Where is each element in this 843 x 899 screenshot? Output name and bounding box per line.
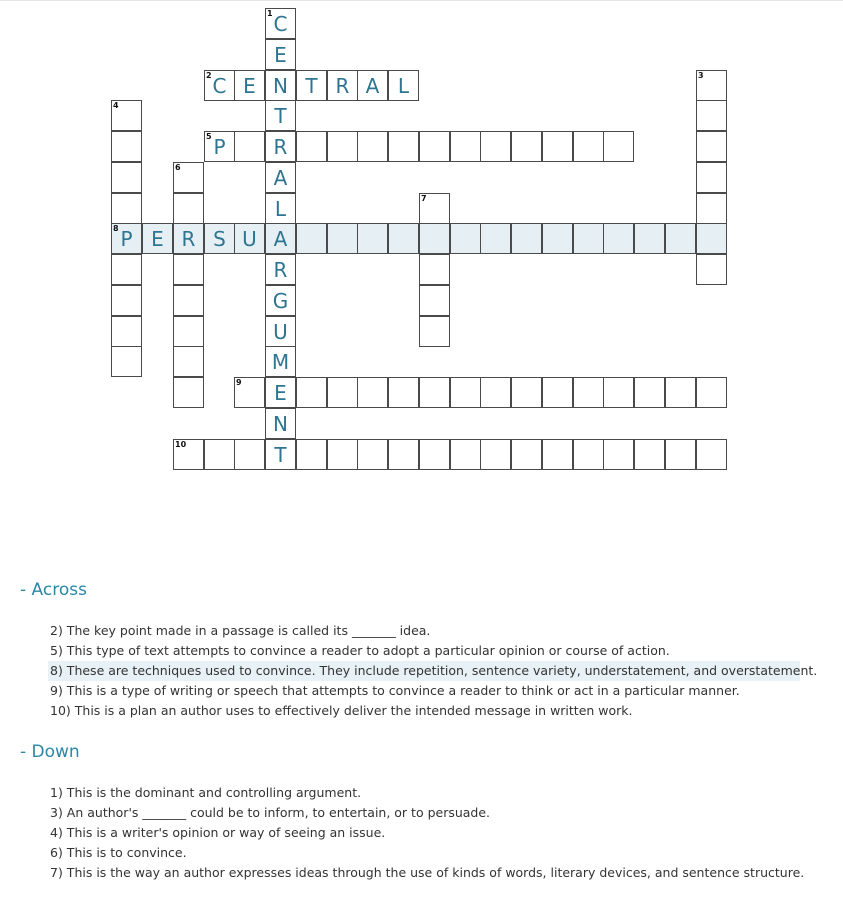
grid-cell[interactable] — [450, 131, 481, 162]
grid-cell[interactable] — [388, 439, 419, 470]
clue-5-across[interactable]: 5) This type of text attempts to convince a reader to adopt a particular opinion or course of action. — [50, 643, 670, 658]
grid-cell[interactable] — [204, 439, 235, 470]
cell-letter: C — [212, 74, 227, 98]
grid-cell[interactable] — [173, 254, 204, 285]
grid-cell[interactable] — [111, 223, 142, 254]
grid-cell[interactable] — [111, 254, 142, 285]
grid-cell[interactable] — [234, 131, 265, 162]
clue-1-down[interactable]: 1) This is the dominant and controlling argument. — [50, 785, 362, 800]
clue-number: 6 — [175, 163, 181, 172]
cell-letter: R — [335, 74, 350, 98]
grid-cell[interactable] — [665, 439, 696, 470]
cell-letter: A — [273, 166, 288, 190]
grid-cell[interactable] — [265, 39, 296, 70]
grid-cell[interactable] — [111, 193, 142, 224]
grid-cell[interactable] — [173, 439, 204, 470]
grid-cell[interactable] — [111, 131, 142, 162]
clue-8-across[interactable]: 8) These are techniques used to convince. They include repetition, sentence variety, understatement, and overstatement. — [48, 661, 800, 681]
grid-cell[interactable] — [265, 439, 296, 470]
grid-cell[interactable] — [234, 70, 265, 101]
grid-cell[interactable] — [265, 131, 296, 162]
grid-cell[interactable] — [450, 439, 481, 470]
grid-cell[interactable] — [111, 162, 142, 193]
grid-cell[interactable] — [265, 316, 296, 347]
grid-cell[interactable] — [265, 377, 296, 408]
cell-letter: R — [273, 135, 288, 159]
cell-letter: P — [120, 227, 133, 251]
down-title: - Down — [20, 742, 80, 762]
grid-cell[interactable] — [419, 439, 450, 470]
grid-cell[interactable] — [357, 131, 388, 162]
grid-cell[interactable] — [265, 254, 296, 285]
clue-9-across[interactable]: 9) This is a type of writing or speech that attempts to convince a reader to think or act in a particular manner. — [50, 683, 740, 698]
clue-10-across[interactable]: 10) This is a plan an author uses to effectively deliver the intended message in written work. — [50, 703, 633, 718]
clue-number: 9 — [236, 378, 242, 387]
clue-6-down[interactable]: 6) This is to convince. — [50, 845, 187, 860]
grid-cell[interactable] — [265, 162, 296, 193]
grid-cell[interactable] — [327, 377, 358, 408]
cell-letter: U — [242, 227, 257, 251]
cell-letter: E — [243, 74, 256, 98]
grid-cell[interactable] — [142, 223, 173, 254]
grid-cell[interactable] — [480, 131, 511, 162]
cell-letter: T — [274, 443, 287, 467]
grid-cell[interactable] — [419, 285, 450, 316]
grid-cell[interactable] — [265, 193, 296, 224]
grid-cell[interactable] — [173, 223, 204, 254]
grid-cell[interactable] — [450, 377, 481, 408]
grid-cell[interactable] — [296, 377, 327, 408]
grid-cell[interactable] — [542, 223, 573, 254]
grid-cell[interactable] — [111, 285, 142, 316]
clue-number: 1 — [267, 9, 273, 18]
grid-cell[interactable] — [603, 223, 634, 254]
grid-cell[interactable] — [542, 377, 573, 408]
cell-letter: T — [274, 104, 287, 128]
cell-letter: N — [273, 74, 288, 98]
grid-cell[interactable] — [327, 70, 358, 101]
grid-cell[interactable] — [419, 254, 450, 285]
grid-cell[interactable] — [173, 285, 204, 316]
grid-cell[interactable] — [634, 223, 665, 254]
clue-2-across[interactable]: 2) The key point made in a passage is called its _______ idea. — [50, 623, 431, 638]
grid-cell[interactable] — [296, 439, 327, 470]
down-clue-list — [48, 783, 805, 883]
grid-cell[interactable] — [388, 70, 419, 101]
cell-letter: E — [274, 381, 287, 405]
grid-cell[interactable] — [111, 316, 142, 347]
grid-cell[interactable] — [265, 346, 296, 377]
grid-cell[interactable] — [603, 131, 634, 162]
grid-cell[interactable] — [327, 439, 358, 470]
grid-cell[interactable] — [511, 377, 542, 408]
cell-letter: T — [305, 74, 318, 98]
grid-cell[interactable] — [603, 439, 634, 470]
cell-letter: S — [213, 227, 226, 251]
clue-number: 4 — [113, 101, 119, 110]
grid-cell[interactable] — [234, 439, 265, 470]
grid-cell[interactable] — [634, 439, 665, 470]
cell-letter: L — [274, 197, 287, 221]
grid-cell[interactable] — [357, 70, 388, 101]
cell-letter: E — [274, 43, 287, 67]
grid-cell[interactable] — [542, 131, 573, 162]
grid-cell[interactable] — [265, 70, 296, 101]
grid-cell[interactable] — [388, 377, 419, 408]
grid-cell[interactable] — [388, 131, 419, 162]
cell-letter: E — [151, 227, 164, 251]
clue-number: 5 — [206, 132, 212, 141]
grid-cell[interactable] — [265, 408, 296, 439]
grid-cell[interactable] — [696, 377, 727, 408]
grid-cell[interactable] — [696, 193, 727, 224]
grid-cell[interactable] — [173, 377, 204, 408]
grid-cell[interactable] — [204, 223, 235, 254]
cell-letter: U — [273, 320, 288, 344]
grid-cell[interactable] — [419, 131, 450, 162]
grid-cell[interactable] — [511, 131, 542, 162]
grid-cell[interactable] — [696, 70, 727, 101]
clue-number: 8 — [113, 224, 119, 233]
grid-cell[interactable] — [296, 70, 327, 101]
grid-cell[interactable] — [450, 223, 481, 254]
grid-cell[interactable] — [173, 346, 204, 377]
grid-cell[interactable] — [265, 8, 296, 39]
grid-cell[interactable] — [603, 377, 634, 408]
cell-letter: A — [365, 74, 380, 98]
across-clue-list — [48, 621, 818, 721]
grid-cell[interactable] — [665, 223, 696, 254]
grid-cell[interactable] — [357, 377, 388, 408]
grid-cell[interactable] — [419, 377, 450, 408]
cell-letter: P — [213, 135, 226, 159]
grid-cell[interactable] — [419, 193, 450, 224]
grid-cell[interactable] — [296, 223, 327, 254]
grid-cell[interactable] — [357, 439, 388, 470]
grid-cell[interactable] — [357, 223, 388, 254]
grid-cell[interactable] — [296, 131, 327, 162]
clue-3-down[interactable]: 3) An author's _______ could be to inform, to entertain, or to persuade. — [50, 805, 491, 820]
grid-cell[interactable] — [542, 439, 573, 470]
cell-letter: M — [271, 350, 290, 374]
grid-cell[interactable] — [327, 223, 358, 254]
cell-letter: R — [181, 227, 196, 251]
grid-cell[interactable] — [696, 223, 727, 254]
across-title: - Across — [20, 580, 87, 600]
grid-cell[interactable] — [696, 162, 727, 193]
cell-letter: N — [273, 412, 288, 436]
grid-cell[interactable] — [665, 377, 696, 408]
grid-cell[interactable] — [204, 70, 235, 101]
grid-cell[interactable] — [265, 223, 296, 254]
cell-letter: L — [397, 74, 410, 98]
grid-cell[interactable] — [419, 223, 450, 254]
cell-letter: C — [273, 12, 288, 36]
grid-cell[interactable] — [173, 162, 204, 193]
grid-cell[interactable] — [480, 377, 511, 408]
grid-cell[interactable] — [511, 223, 542, 254]
clue-number: 3 — [698, 71, 704, 80]
clue-number: 7 — [421, 194, 427, 203]
grid-cell[interactable] — [634, 377, 665, 408]
grid-cell[interactable] — [234, 223, 265, 254]
clue-4-down[interactable]: 4) This is a writer's opinion or way of seeing an issue. — [50, 825, 386, 840]
grid-cell[interactable] — [573, 377, 604, 408]
grid-cell[interactable] — [696, 100, 727, 131]
grid-cell[interactable] — [173, 193, 204, 224]
grid-cell[interactable] — [204, 131, 235, 162]
grid-cell[interactable] — [388, 223, 419, 254]
grid-cell[interactable] — [265, 100, 296, 131]
cell-letter: G — [272, 289, 289, 313]
clue-7-down[interactable]: 7) This is the way an author expresses ideas through the use of kinds of words, literary devices, and sentence structure. — [50, 865, 805, 880]
cell-letter: A — [273, 227, 288, 251]
grid-cell[interactable] — [696, 439, 727, 470]
grid-cell[interactable] — [111, 346, 142, 377]
grid-cell[interactable] — [480, 439, 511, 470]
grid-cell[interactable] — [173, 316, 204, 347]
grid-cell[interactable] — [419, 316, 450, 347]
grid-cell[interactable] — [696, 254, 727, 285]
grid-cell[interactable] — [111, 100, 142, 131]
grid-cell[interactable] — [327, 131, 358, 162]
clue-number: 2 — [206, 71, 212, 80]
cell-letter: R — [273, 258, 288, 282]
grid-cell[interactable] — [265, 285, 296, 316]
grid-cell[interactable] — [480, 223, 511, 254]
grid-cell[interactable] — [573, 131, 604, 162]
grid-cell[interactable] — [573, 439, 604, 470]
grid-cell[interactable] — [511, 439, 542, 470]
clue-number: 10 — [175, 440, 187, 449]
grid-cell[interactable] — [234, 377, 265, 408]
grid-cell[interactable] — [696, 131, 727, 162]
grid-cell[interactable] — [573, 223, 604, 254]
